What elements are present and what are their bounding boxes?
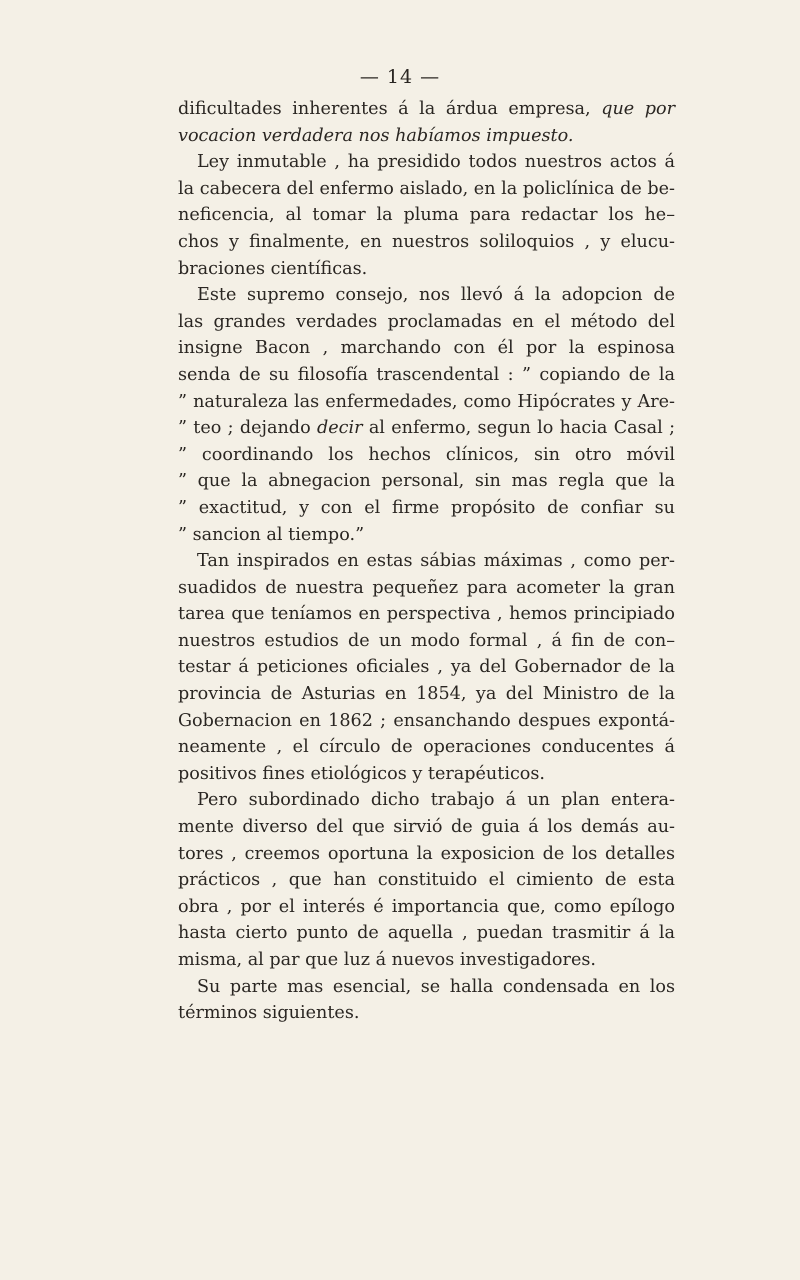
text-line	[178, 681, 675, 708]
text-line	[178, 628, 675, 655]
text-line	[178, 335, 675, 362]
text-line	[178, 814, 675, 841]
text-segment: neamente , el círculo de operaciones conducentes á	[178, 737, 675, 758]
text-segment: suadidos de nuestra pequeñez para acometer la gran	[178, 577, 675, 598]
text-segment: ” exactitud, y con el firme propósito de confiar su	[178, 497, 675, 518]
text-line	[178, 176, 675, 203]
text-line	[178, 202, 675, 229]
text-line	[178, 601, 675, 628]
text-line	[178, 867, 675, 894]
text-segment: ” teo ; dejando	[178, 418, 317, 439]
text-line	[178, 495, 675, 522]
text-segment: positivos fines etiológicos y terapéuticos.	[178, 763, 546, 784]
text-segment: Su parte mas esencial, se halla condensada en los	[197, 976, 675, 997]
text-segment: obra , por el interés é importancia que, como epílogo	[178, 896, 675, 917]
text-segment: senda de su filosofía trascendental : ” copiando de la	[178, 364, 675, 385]
text-segment: ” naturaleza las enfermedades, como Hipócrates y Are-	[178, 391, 675, 412]
text-line	[178, 123, 675, 150]
text-line	[178, 229, 675, 256]
text-segment: misma, al par que luz á nuevos investigadores.	[178, 950, 596, 970]
text-line	[178, 548, 675, 575]
text-line	[178, 309, 675, 336]
text-segment: ” coordinando los hechos clínicos, sin otro móvil	[178, 444, 675, 465]
text-segment: que por	[601, 99, 675, 119]
text-segment: decir	[316, 418, 363, 439]
text-segment: Gobernacion en 1862 ; ensanchando despues expontá-	[178, 710, 675, 731]
text-segment: Pero subordinado dicho trabajo á un plan entera-	[197, 790, 675, 811]
text-line	[178, 920, 675, 947]
text-segment: chos y finalmente, en nuestros soliloquios , y elucu-	[178, 231, 675, 252]
text-line	[178, 1000, 675, 1027]
text-line	[178, 149, 675, 176]
text-line	[178, 96, 675, 123]
text-line	[178, 468, 675, 495]
text-line	[178, 256, 675, 283]
text-line	[178, 947, 675, 974]
text-segment: mente diverso del que sirvió de guia á los demás au-	[178, 817, 675, 838]
body-text	[178, 96, 675, 1027]
text-segment: testar á peticiones oficiales , ya del Gobernador de la	[178, 657, 675, 678]
text-segment: tores , creemos oportuna la exposicion de los detalles	[178, 843, 675, 864]
text-line	[178, 389, 675, 416]
text-segment: prácticos , que han constituido el cimiento de esta	[178, 870, 675, 891]
text-line	[178, 787, 675, 814]
text-segment: tarea que teníamos en perspectiva , hemos principiado	[178, 604, 675, 625]
text-segment: Este supremo consejo, nos llevó á la adopcion de	[197, 285, 675, 306]
text-line	[178, 894, 675, 921]
text-line	[178, 708, 675, 735]
text-line	[178, 415, 675, 442]
text-line	[178, 522, 675, 549]
text-line	[178, 841, 675, 868]
text-segment: ” sancion al tiempo.”	[178, 524, 365, 545]
text-segment: hasta cierto punto de aquella , puedan trasmitir á la	[178, 923, 675, 944]
text-line	[178, 442, 675, 469]
text-segment: nuestros estudios de un modo formal , á fin de con–	[178, 630, 675, 651]
text-segment: neficencia, al tomar la pluma para redactar los he–	[178, 205, 675, 226]
text-line	[178, 575, 675, 602]
text-line	[178, 362, 675, 389]
text-segment: dificultades inherentes á la árdua empresa,	[178, 99, 602, 119]
text-segment: las grandes verdades proclamadas en el método del	[178, 311, 675, 332]
text-segment: ” que la abnegacion personal, sin mas regla que la	[178, 471, 675, 492]
text-line	[178, 974, 675, 1001]
text-segment: provincia de Asturias en 1854, ya del Ministro de la	[178, 684, 675, 705]
text-line	[178, 282, 675, 309]
text-line	[178, 654, 675, 681]
text-line	[178, 761, 675, 788]
text-segment: la cabecera del enfermo aislado, en la policlínica de be-	[178, 178, 675, 199]
text-segment: términos siguientes.	[178, 1003, 360, 1024]
text-segment: Ley inmutable , ha presidido todos nuestros actos á	[197, 152, 675, 173]
page-number: — 14 —	[359, 66, 441, 88]
text-segment: al enfermo, segun lo hacia Casal ;	[362, 418, 676, 439]
text-line	[178, 734, 675, 761]
text-segment: braciones científicas.	[178, 258, 368, 279]
text-segment: vocacion verdadera nos habíamos impuesto.	[178, 125, 574, 146]
text-segment: insigne Bacon , marchando con él por la espinosa	[178, 338, 675, 359]
text-segment: Tan inspirados en estas sábias máximas , como per-	[197, 551, 675, 572]
